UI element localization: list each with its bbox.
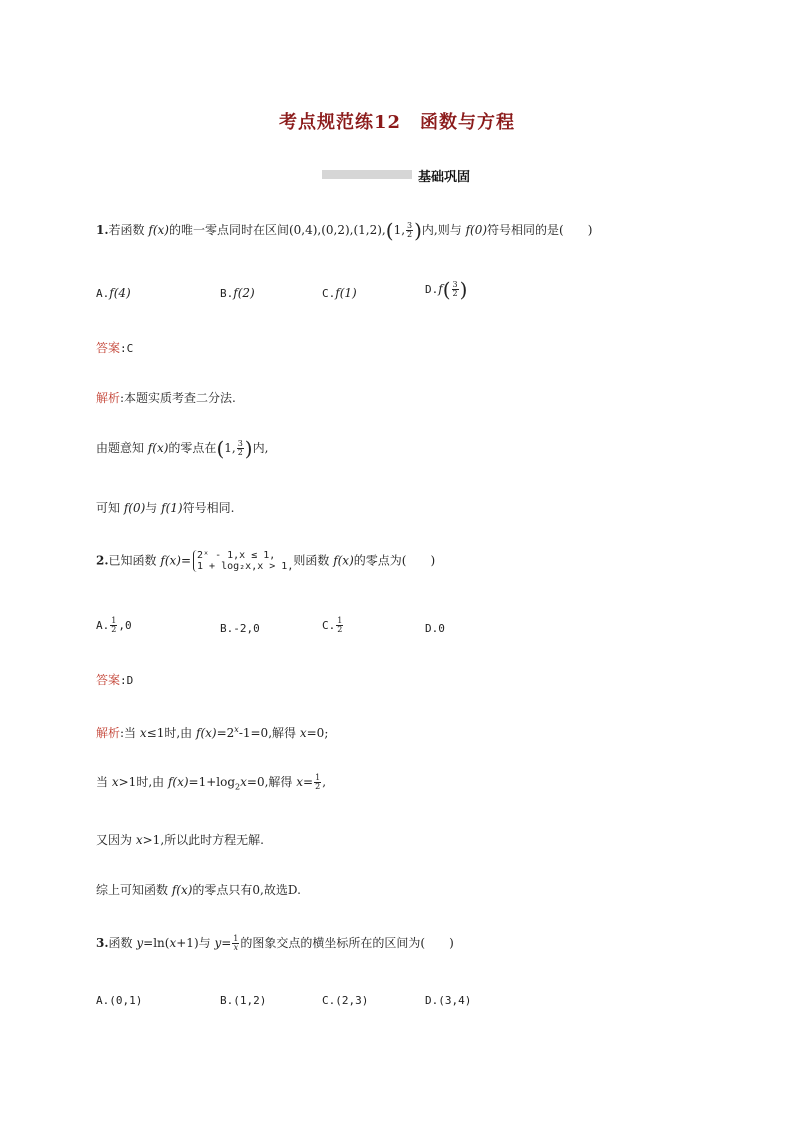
question-2: 2.已知函数 f(x)= 2ˣ - 1,x ≤ 1, 1 + log₂x,x > 1, 则函数 f(x)的零点为( ) — [96, 550, 436, 572]
option-a: A.f(4) — [96, 286, 131, 300]
analysis-2-line-3: 又因为 x>1,所以此时方程无解. — [96, 833, 264, 847]
option-c: C.(2,3) — [322, 994, 369, 1007]
page-title: 考点规范练12 函数与方程 — [278, 112, 516, 133]
option-b: B.f(2) — [220, 286, 255, 300]
option-a: A. $\frac{1}{2}$ ,0 — [96, 616, 132, 634]
analysis-1-line-1: 解析:本题实质考查二分法. — [96, 391, 236, 405]
answer-1: 答案:C — [96, 341, 134, 355]
answer-label: 答案 — [96, 341, 121, 355]
answer-label: 答案 — [96, 673, 121, 687]
analysis-label: 解析 — [96, 726, 121, 740]
question-number: 3. — [96, 936, 109, 950]
option-d: D.(3,4) — [425, 994, 472, 1007]
section-divider-bar — [322, 170, 412, 179]
question-number: 2. — [96, 553, 109, 568]
option-a: A.(0,1) — [96, 994, 143, 1007]
option-d: D.0 — [425, 622, 445, 635]
option-b: B.(1,2) — [220, 994, 267, 1007]
question-number: 1. — [96, 223, 109, 237]
section-label: 基础巩固 — [418, 170, 471, 185]
fraction: $\frac{3}{2}$ — [407, 221, 413, 239]
analysis-label: 解析 — [96, 391, 121, 405]
analysis-2-line-2: 当 x>1时,由 $f(x)=1+\log_2x=0$,解得 x= $\frac{1}{2}$ , — [96, 773, 327, 792]
option-b: B.-2,0 — [220, 622, 260, 635]
piecewise-function: 2ˣ - 1,x ≤ 1, 1 + log₂x,x > 1, — [193, 550, 293, 572]
option-c: C.f(1) — [322, 286, 357, 300]
option-d: D.f( $\frac{3}{2}$ ) — [425, 277, 468, 302]
analysis-1-line-2: 由题意知 f(x)的零点在(1, $\frac{3}{2}$ )内, — [96, 436, 269, 461]
question-1: 1.若函数 f(x)的唯一零点同时在区间(0,4),(0,2),(1,2),(1, $\frac{3}{2}$ )内,则与 f(0)符号相同的是( ) — [96, 218, 593, 243]
option-c: C. $\frac{1}{2}$ — [322, 616, 343, 634]
analysis-2-line-1: 解析:当 x≤1时,由 $f(x)=2^x-1=0$,解得 x=0; — [96, 725, 329, 740]
analysis-1-line-3: 可知 f(0)与 f(1)符号相同. — [96, 501, 235, 515]
answer-2: 答案:D — [96, 673, 134, 687]
analysis-2-line-4: 综上可知函数 f(x)的零点只有0,故选D. — [96, 883, 301, 897]
question-3: 3.函数 y=ln(x+1)与 y= $\frac{1}{x}$ 的图象交点的横坐标所在的区间为( ) — [96, 934, 454, 952]
